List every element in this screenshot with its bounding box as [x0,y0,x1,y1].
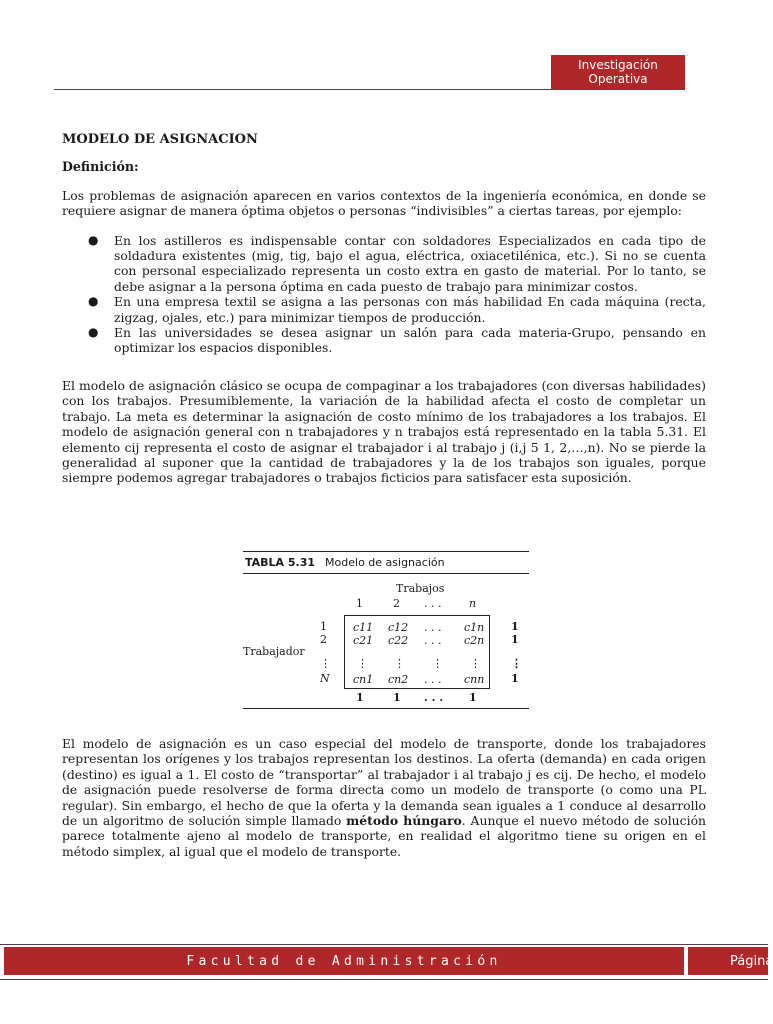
footer-faculty [4,947,684,975]
bullet-icon: ● [88,232,99,247]
bullet-icon: ● [88,294,99,309]
list-item [62,294,706,325]
supply-value: ⋮ [511,657,522,670]
demand-value: 1 [356,691,364,704]
header-line2: Operativa [588,72,648,86]
bullet-text: En una empresa textil se asigna a las personas con más habilidad En cada máquina (recta, zigzag, ojales, etc.) para minimizar tiempos de producción. [114,294,706,325]
doc-title: MODELO DE ASIGNACION [62,132,258,147]
document-body [62,132,706,486]
footer-page-label: Página [730,953,773,969]
table-label: TABLA 5.31 [245,556,316,569]
intro-paragraph: Los problemas de asignación aparecen en varios contextos de la ingeniería económica, en donde se requiere asignar de manera óptima objetos o personas “indivisibles” a ciertas tareas, por ejemplo: [62,187,706,219]
supply-value: 1 [511,633,519,646]
row-header: 1 [320,620,327,633]
paragraph-3 [62,736,706,859]
footer-faculty-text: Facultad de Administración [186,953,502,969]
assignment-table [243,551,529,709]
table-cell: cn1 [353,673,374,686]
table-cell: c11 [353,621,374,634]
bullet-icon: ● [88,325,99,340]
col-group-label: Trabajos [396,582,445,595]
paragraph-3-bold: método húngaro [346,813,462,829]
demand-value: 1 [393,691,401,704]
table-caption-text: Modelo de asignación [325,556,445,569]
bullet-list [62,233,706,356]
bullet-text: En las universidades se desea asignar un salón para cada materia-Grupo, pensando en optimizar los espacios disponibles. [114,325,706,356]
table-cell: ⋮ [470,657,481,670]
header-label [551,55,685,89]
table-cell: c22 [388,634,409,647]
table-top-rule [243,551,529,552]
row-header: ⋮ [320,657,331,670]
list-item [62,233,706,295]
table-cell: . . . [424,621,442,634]
demand-value: 1 [469,691,477,704]
demand-value: . . . [424,691,444,704]
bullet-text: En los astilleros es indispensable contar con soldadores Especializados en cada tipo de soldadura existentes (mig, tig, bajo el agua, eléctrica, oxiacetilénica, etc.). Si no se cuenta con personal especializado representa un costo extra en gasto de material. Por lo tanto, se debe asignar a la persona óptima en cada puesto de trabajo para minimizar costos. [114,232,706,294]
table-cell: c1n [464,621,485,634]
table-cell: ⋮ [357,657,368,670]
col-header: 1 [356,597,363,610]
list-item [62,325,706,356]
supply-value: 1 [511,620,519,633]
paragraph-3-text-b: . Aunque el nuevo método de solución parece totalmente ajeno al modelo de transporte, en realidad el algoritmo tiene su origen en el método simplex, al igual que el modelo de transporte. [62,813,707,859]
table-cell: c12 [388,621,409,634]
table-cell: . . . [424,634,442,647]
table-bottom-rule [243,708,529,709]
table-caption [245,556,445,569]
col-header: n [469,597,477,610]
table-cell: ⋮ [394,657,405,670]
supply-value: 1 [511,672,519,685]
footer-page [688,947,773,975]
table-cell: cn2 [388,673,409,686]
col-header: 2 [393,597,400,610]
paragraph-2: El modelo de asignación clásico se ocupa de compaginar a los trabajadores (con diversas habilidades) con los trabajos. Presumiblemente, la variación de la habilidad afecta el costo de completar un trabajo. La meta es determinar la asignación de costo mínimo de los trabajadores a los trabajos. El modelo de asignación general con n trabajadores y n trabajos está representado en la tabla 5.31. El elemento cij representa el costo de asignar el trabajador i al trabajo j (i,j 5 1, 2,…,n). No se pierde la generalidad al suponer que la cantidad de trabajadores y la de los trabajos son iguales, porque siempre podemos agregar trabajadores o trabajos ficticios para satisfacer esta suposición. [62,377,706,486]
table-cell: c2n [464,634,485,647]
header-line1: Investigación [578,58,658,72]
table-cell: ⋮ [432,657,443,670]
paragraph-3-text-a: El modelo de asignación es un caso especial del modelo de transporte, donde los trabajadores representan los orígenes y los trabajos representan los destinos. La oferta (demanda) en cada origen (destino) es igual a 1. El costo de “transportar” al trabajador i al trabajo j es cij. De hecho, el modelo de asignación puede resolverse de forma directa como un modelo de transporte (o como una PL regular). Sin embargo, el hecho de que la oferta y la demanda sean iguales a 1 conduce al desarrollo de un algoritmo de solución simple llamado [62,736,706,829]
col-header: . . . [424,597,442,610]
document-body-2 [62,736,706,859]
table-mid-rule [243,573,529,574]
row-group-label: Trabajador [243,645,305,658]
doc-subtitle: Definición: [62,159,139,175]
row-header: 2 [320,633,327,646]
table-cell: c21 [353,634,374,647]
row-header: N [320,672,330,685]
table-cell: . . . [424,673,442,686]
header-rule [54,89,685,90]
table-cell: cnn [464,673,485,686]
